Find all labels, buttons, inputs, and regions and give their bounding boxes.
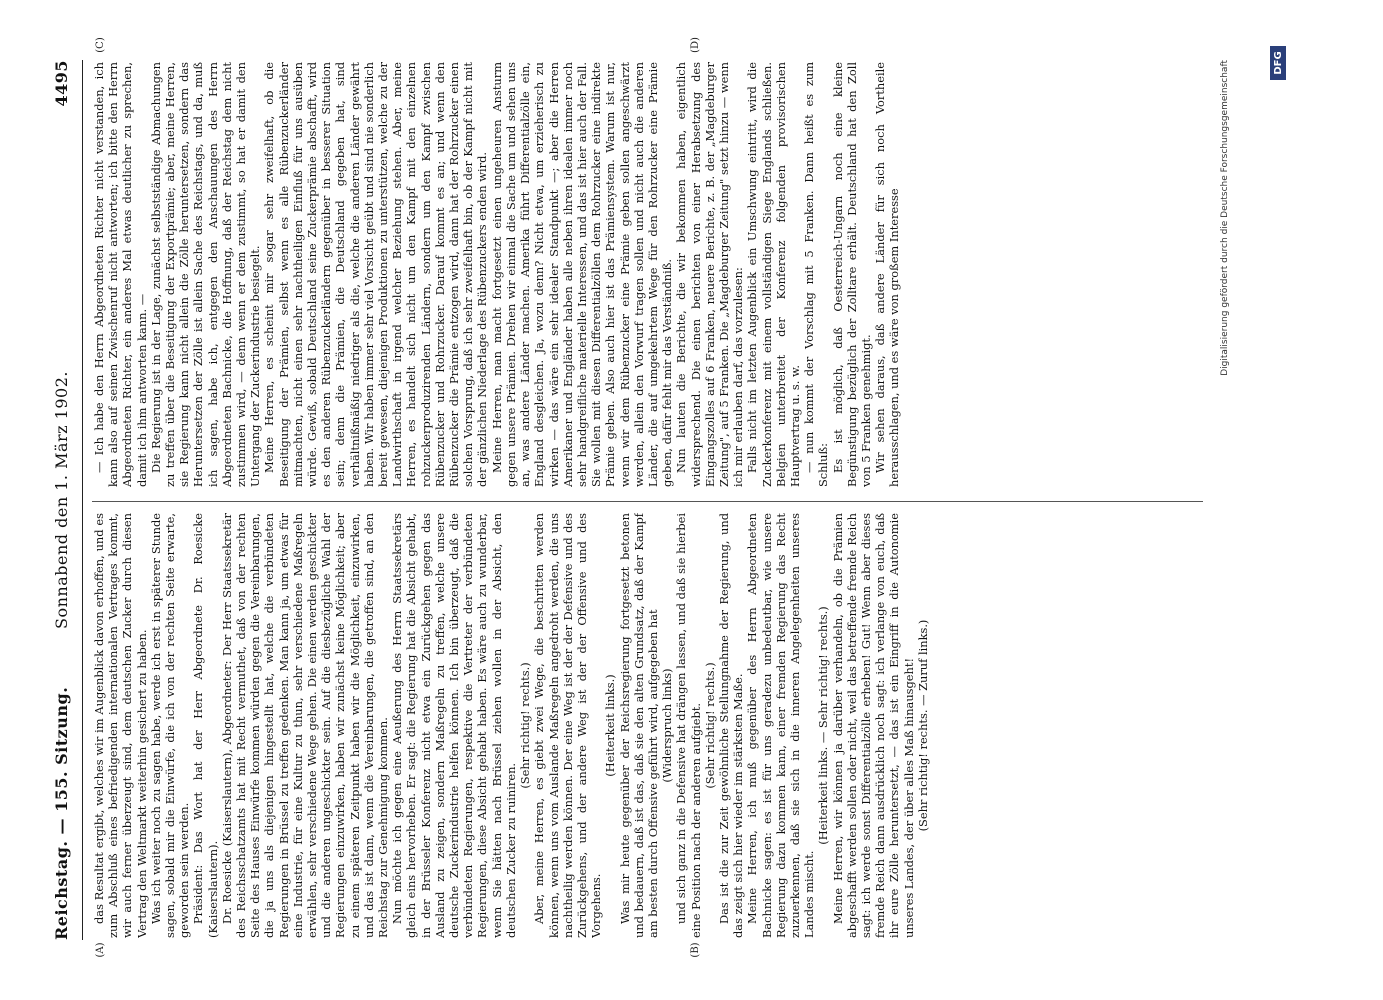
paragraph: — nun kommt der Vorschlag mit 5 Franken. Dann heißt es zum Schluß: bbox=[802, 62, 831, 487]
paragraph: Falls nicht im letzten Augenblick ein Umschwung eintritt, wird die Zuckerkonferenz mit einem vollständigen Siege Englands schließen. Belgien unterbreitet der Konferenz folgenden provisorischen Hauptvertrag u. s. w. bbox=[745, 62, 802, 487]
paragraph: Was mir heute gegenüber der Reichsregierung fortgesetzt betonen und bedauern, daß ist das, daß sie den alten Grundsatz, daß der Kampf am besten durch Offensive geführt wird, aufgegeben hat bbox=[617, 513, 660, 938]
dfg-logo: DFG bbox=[1270, 46, 1286, 80]
interjection: (Sehr richtig! rechts.) bbox=[518, 662, 533, 789]
margin-mark-d: (D) bbox=[690, 37, 701, 53]
interjection: (Widerspruch links) bbox=[660, 668, 675, 783]
paragraph: Nun lauten die Berichte, die wir bekommen haben, eigentlich widersprechend. Die einen berichten von einer Herabsetzung des Eingangszolles auf 6 Franken, neuere Berichte, z. B. der „Magdeburger Zeitung", auf 5 Franken. Die „Magdeburger Zeitung" setzt hinzu — wenn ich mir erlauben darf, das vorzulesen: bbox=[674, 62, 746, 487]
paragraph: Wir sehen daraus, daß andere Länder für sich noch Vortheile herausschlagen, und es wäre von großem Interesse bbox=[873, 62, 902, 487]
paragraph: — Ich habe den Herrn Abgeordneten Richter nicht verstanden, ich kann also auf seinen Zwischenruf nicht antworten; ich bitte den Herrn Abgeordneten Richter, ein anderes Mal etwas deutlicher zu sprechen, damit ich ihm antworten kann. — bbox=[92, 62, 149, 487]
text-column-left bbox=[92, 513, 1203, 938]
column-divider bbox=[92, 501, 1203, 502]
paragraph: Die Regierung ist in der Lage, zunächst selbstständige Abmachungen zu treffen über die Beseitigung der Exportprämie; aber, meine Herren, sie Regierung kann nicht allein die Zölle heruntersetzen, sondern das Heruntersetzen der Zölle ist allein Sache des Reichstags, und da, muß ich sagen, habe ich, entgegen den Anschauungen des Herrn Abgeordneten Bachnicke, die Hoffnung, daß der Reichstag dem nicht zustimmen wird, — denn wenn er dem zustimmt, so hat er damit den Untergang der Zuckerindustrie besiegelt. bbox=[148, 62, 263, 487]
paragraph: Was ich weiter noch zu sagen habe, werde ich erst in späterer Stunde sagen, sobald mir die Einwürfe, die ich von der rechten Seite erwarte, geworden sein werden. bbox=[148, 513, 192, 938]
interjection: (Sehr richtig! rechts.) bbox=[702, 662, 717, 789]
paragraph: das Resultat ergibt, welches wir im Augenblick davon erhoffen, und es zum Abschluß eines befriedigenden internationalen Vertrages kommt, wir auch ferner überzeugt sind, dem deutschen Zucker durch diesen Vertrag den Weltmarkt weiterhin gesichert zu haben. bbox=[92, 513, 149, 938]
interjection: (Heiterkeit links. — Sehr richtig! rechts.) bbox=[816, 606, 831, 845]
paragraph: Meine Herren, ich muß gegenüber des Herrn Abgeordneten Bachnicke sagen: es ist für uns geradezu unbedeutbar, wie unsere Regierung dazu kommen kann, einer fremden Regierung das Recht zuzuerkennen, daß sie sich in die inneren Angelegenheiten unseres Landes mischt. bbox=[745, 513, 817, 938]
paragraph: Präsident: Das Wort hat der Herr Abgeordnete Dr. Roesicke (Kaiserslautern). bbox=[191, 513, 220, 938]
paragraph: Meine Herren, man macht fortgesetzt einen ungeheuren Ansturm gegen unsere Prämien. Drehen wir einmal die Sache um und sehen uns an, was andere Länder machen. Amerika führt Differentialzölle ein, England desgleichen. Ja, wozu denn? Nicht etwa, um erzieherisch zu wirken — das wäre ein sehr idealer Standpunkt —; aber die Herren Amerikaner und Engländer haben alle neben ihren idealen immer noch sehr handgreifliche materielle Interessen, und das ist hier auch der Fall. Sie wollen mit diesen Differentialzöllen dem Rohrzucker eine indirekte Prämie geben. Also auch hier ist das Prämiensystem. Warum ist nur, wenn wir dem Rübenzucker eine Prämie geben sollen angeschwärzt werden, allein den Vorwurf tragen sollen und nicht auch die anderen Länder, die auf umgekehrtem Wege für den Rohrzucker eine Prämie geben, dafür fehlt mir das Verständniß. bbox=[489, 62, 675, 487]
paragraph: Dr. Roesicke (Kaiserslautern), Abgeordneter: Der Herr Staatssekretär des Reichsschatzamts hat mit Recht vermuthet, daß von der rechten Seite des Hauses Einwürfe kommen würden gegen die Vereinbarungen, die ja uns als diejenigen hingestellt hat, welche die verbündeten Regierungen in Brüssel zu treffen gedenken. Man kann ja, um etwas für eine Industrie, für eine Kultur zu thun, sehr verschiedene Maßregeln erwählen, sehr verschiedene Wege gehen. Die einen werden geschickter und die anderen ungeschickter sein. Auf die diesbezügliche Wahl der Regierungen einzuwirken, haben wir zunächst keine Möglichkeit; aber zu einem späteren Zeitpunkt haben wir die Möglichkeit, einzuwirken, und das ist dann, wenn die Vereinbarungen, die getroffen sind, an den Reichstag zur Genehmigung kommen. bbox=[219, 513, 391, 938]
paragraph: Aber, meine Herren, es giebt zwei Wege, die beschritten werden können, wenn uns vom Auslande Maßregeln angedroht werden, die uns nachtheilig werden können. Der eine Weg ist der der Defensive und des Zurückgehens, und der andere Weg ist der der Offensive und des Vorgehens. bbox=[532, 513, 604, 938]
paragraph: Meine Herren, wir können ja darüber verhandeln, ob die Prämien abgeschafft werden sollen oder nicht, weil das betreffende fremde Reich sagt: ich werde sonst Differentialzölle erheben! Gut! Wenn aber dieses fremde Reich dann ausdrücklich noch sagt: ich verlange von euch, daß ihr eure Zölle heruntersetzt, — das ist ein Eingriff in die Autonomie unseres Landes, der über alles Maß hinausgeht! bbox=[830, 513, 916, 938]
paragraph: und sich ganz in die Defensive hat drängen lassen, und daß sie hierbei eine Position nach der anderen aufgiebt. bbox=[674, 513, 703, 938]
page-header bbox=[52, 60, 78, 940]
header-rule bbox=[82, 60, 83, 940]
margin-mark-a: (A) bbox=[95, 942, 106, 958]
margin-mark-b: (B) bbox=[690, 942, 701, 958]
running-title: Reichstag. — 155. Sitzung. bbox=[52, 686, 71, 940]
digitization-credit: Digitalisierung gefördert durch die Deutsche Forschungsgemeinschaft bbox=[1220, 60, 1230, 376]
interjection: (Sehr richtig! rechts. — Zuruf links.) bbox=[915, 619, 930, 832]
paragraph: Nun möchte ich gegen eine Aeußerung des Herrn Staatssekretärs gleich eins hervorheben. Er sagt: die Regierung hat die Absicht gehabt, in der Brüsseler Konferenz nicht etwa ein Zurückgehen gegen das Ausland zu zeigen, sondern Maßregeln zu treffen, welche unsere deutsche Zuckerindustrie helfen können. Ich bin überzeugt, daß die verbündeten Regierungen, respektive die Vertreter der verbündeten Regierungen, diese Absicht gehabt haben. Es wäre auch zu wunderbar, wenn Sie hätten nach Brüssel ziehen wollen in der Absicht, den deutschen Zucker zu ruiniren. bbox=[390, 513, 518, 938]
text-column-right bbox=[92, 62, 1203, 487]
margin-mark-c: (C) bbox=[95, 37, 106, 53]
session-date: Sonnabend den 1. März 1902. bbox=[52, 371, 71, 629]
paragraph: Das ist die zur Zeit gewöhnliche Stellungnahme der Regierung, und das zeigt sich hier wieder im stärksten Maße. bbox=[716, 513, 746, 938]
interjection: (Heiterkeit links.) bbox=[603, 674, 618, 777]
page-number: 4495 bbox=[52, 60, 71, 107]
paragraph: Meine Herren, es scheint mir sogar sehr zweifelhaft, ob die Beseitigung der Prämien, selbst wenn es alle Rübenzuckerländer mitmachten, nicht einen sehr nachtheiligen Einfluß für uns ausüben würde. Gewiß, sobald Deutschland seine Zuckerprämie abschafft, wird es den anderen Rübenzuckerländern gegenüber in besserer Situation sein; denn die Prämien, die Deutschland gegeben hat, sind verhältnißmäßig niedriger als die, welche die anderen Länder gewährt haben. Wir haben immer sehr viel Vorsicht geübt und sind nie sonderlich bereit gewesen, diejenigen Produktionen zu unterstützen, welche zu der Landwirthschaft in irgend welcher Beziehung stehen. Aber, meine Herren, es handelt sich nicht um den Kampf mit den einzelnen rohzuckerproduzirenden Ländern, sondern um den Kampf zwischen Rübenzucker und Rohrzucker. Darauf kommt es an; und wenn den Rübenzucker die Prämie entzogen wird, dann hat der Rohrzucker einen solchen Vorsprung, daß ich sehr zweifelhaft bin, ob der Kampf nicht mit der gänzlichen Niederlage des Rübenzuckers enden wird. bbox=[262, 62, 490, 487]
paragraph: Es ist möglich, daß Oesterreich-Ungarn noch eine kleine Begünstigung bezüglich der Zolltare erhält. Deutschland hat den Zoll von 5 Franken genehmigt. bbox=[830, 62, 873, 487]
